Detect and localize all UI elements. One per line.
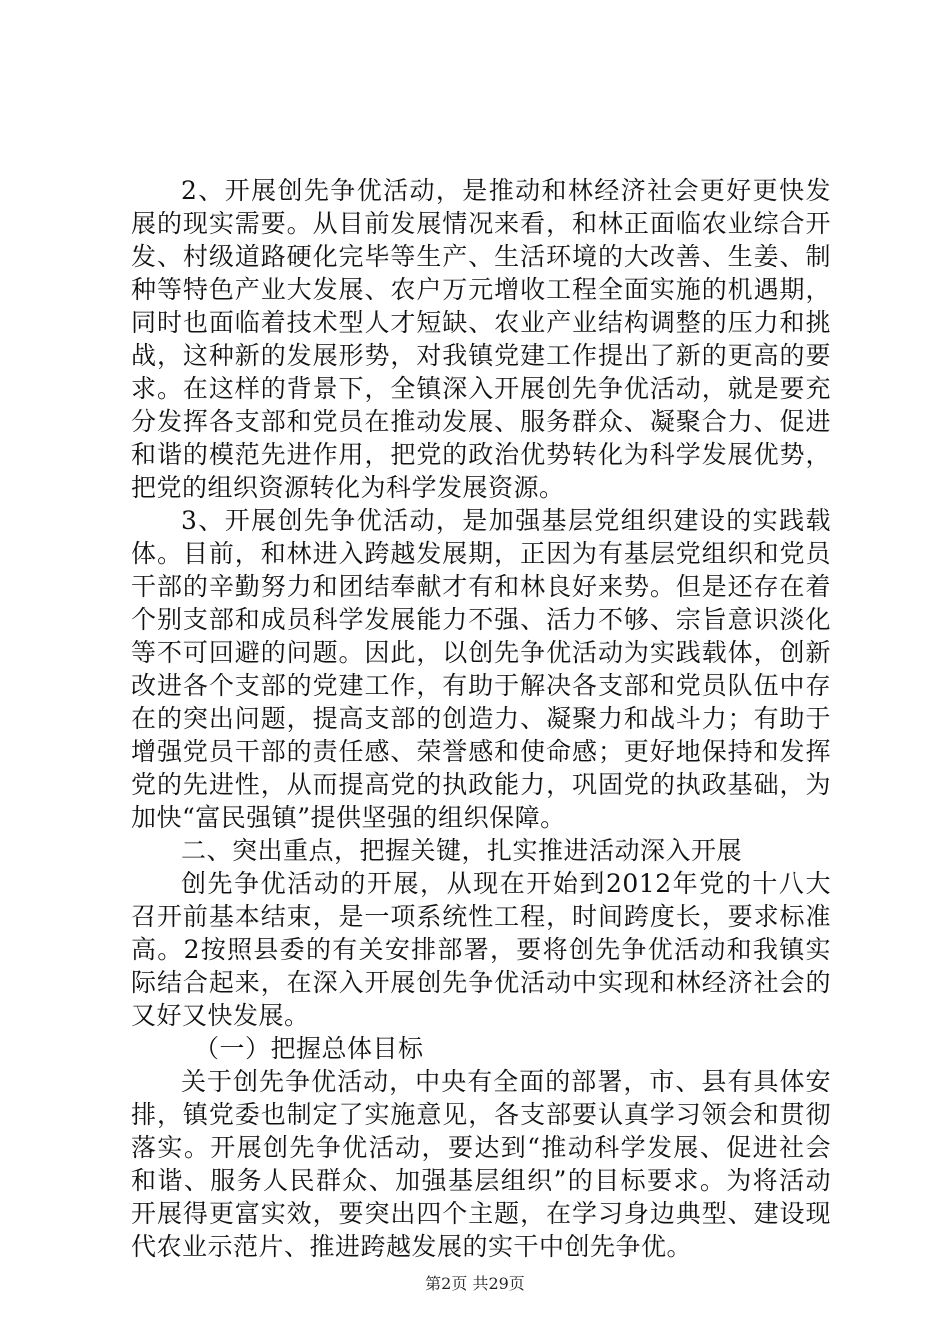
- section-heading-2: 二、突出重点，把握关键，扎实推进活动深入开展: [181, 836, 743, 865]
- body-text: [131, 174, 831, 1263]
- subheading-overall-goal: （一）把握总体目标: [194, 1034, 424, 1063]
- page-number-footer: 第2页 共29页: [425, 1274, 525, 1293]
- paragraph-point-3: 3、开展创先争优活动，是加强基层党组织建设的实践载体。目前，和林进入跨越发展期，正因为有基层党组织和党员干部的辛勤努力和团结奉献才有和林良好来势。但是还存在着个别支部和成员科学发展能力不强、活力不够、宗旨意识淡化等不可回避的问题。因此，以创先争优活动为实践载体，创新改进各个支部的党建工作，有助于解决各支部和党员队伍中存在的突出问题，提高支部的创造力、凝聚力和战斗力；有助于增强党员干部的责任感、荣誉感和使命感；更好地保持和发挥党的先进性，从而提高党的执政能力，巩固党的执政基础，为加快“富民强镇”提供坚强的组织保障。: [131, 506, 831, 832]
- paragraph-point-2: 2、开展创先争优活动，是推动和林经济社会更好更快发展的现实需要。从目前发展情况来看，和林正面临农业综合开发、村级道路硬化完毕等生产、生活环境的大改善、生姜、制种等特色产业大发展、农户万元增收工程全面实施的机遇期，同时也面临着技术型人才短缺、农业产业结构调整的压力和挑战，这种新的发展形势，对我镇党建工作提出了新的更高的要求。在这样的背景下，全镇深入开展创先争优活动，就是要充分发挥各支部和党员在推动发展、服务群众、凝聚合力、促进和谐的模范先进作用，把党的政治优势转化为科学发展优势，把党的组织资源转化为科学发展资源。: [131, 176, 831, 502]
- paragraph-section-2-intro: 创先争优活动的开展，从现在开始到2012年党的十八大召开前基本结束，是一项系统性工程，时间跨度长，要求标准高。2按照县委的有关安排部署，要将创先争优活动和我镇实际结合起来，在深入开展创先争优活动中实现和林经济社会的又好又快发展。: [131, 869, 831, 1030]
- paragraph-overall-goal: 关于创先争优活动，中央有全面的部署，市、县有具体安排，镇党委也制定了实施意见，各支部要认真学习领会和贯彻落实。开展创先争优活动，要达到“推动科学发展、促进社会和谐、服务人民群众、加强基层组织”的目标要求。为将活动开展得更富实效，要突出四个主题，在学习身边典型、建设现代农业示范片、推进跨越发展的实干中创先争优。: [131, 1067, 831, 1261]
